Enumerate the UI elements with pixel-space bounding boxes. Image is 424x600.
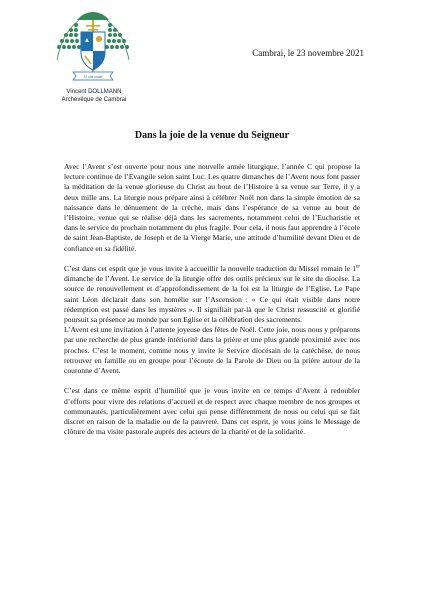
ordinal-superscript: er xyxy=(356,264,360,270)
letter-title: Dans la joie de la venue du Seigneur xyxy=(134,130,290,141)
paragraph-2-start: C’est dans cet esprit que je vous invite à accueillir la nouvelle traduction du Missel romain le 1 xyxy=(64,264,357,274)
date-line: Cambrai, le 23 novembre 2021 xyxy=(252,48,364,58)
archbishop-name: Vincent DOLLMANN xyxy=(66,89,122,95)
archdiocese-crest-logo xyxy=(43,6,143,88)
paragraph-2-rest: dimanche de l’Avent. Le service de la liturgie offre des outils précieux sur le site du diocèse. La source de renouvellement et d’approfondissement de la foi est la liturgie de l’Eglise. Le Pape saint Léon déclarait dans son homélie sur l’Ascension : « Ce qui était visible dans notre rédemption est passé dans les mystères ». Il signifiait par-là que le Christ ressuscité et glorifié poursuit sa présence au monde par son Eglise et la célébration des sacrements. xyxy=(64,274,360,325)
crest-motto: Ut sint unum xyxy=(83,75,103,79)
paragraph-4: C’est dans ce même esprit d’humilité que je vous invite en ce temps d’Avent à redoubler d’efforts pour vivre des relations d’accueil et de respect avec chaque membre de nos groupes et communautés, particulièrement avec celui qui pense différemment de nous ou celui qui se fait discret en raison de la maladie ou de la pauvreté. Dans cet esprit, je vous joins le Message de clôture de ma visite pastorale auprès des acteurs de la charité et de la solidarité. xyxy=(64,386,360,437)
archbishop-signature-block xyxy=(54,88,134,104)
letter-body xyxy=(64,162,360,437)
paragraph-3: L’Avent est une invitation à l’attente joyeuse des fêtes de Noël. Cette joie, nous nous y préparons par une recherche de plus grande intériorité dans la prière et une plus grande proximité avec nos proches. C’est le moment, comme nous y invite le Service diocésain de la catéchèse, de nous retrouver en famille ou en groupe pour l’écoute de la Parole de Dieu ou la prière autour de la couronne d’Avent. xyxy=(64,325,360,376)
archbishop-title: Archevêque de Cambrai xyxy=(61,97,127,103)
paragraph-1: Avec l’Avent s’est ouverte pour nous une nouvelle année liturgique, l’année C qui propose la lecture continue de l’Evangile selon saint Luc. Les quatre dimanches de l’Avent nous font passer la méditation de la venue glorieuse du Christ au bout de l’Histoire à sa venue sur Terre, il y a deux mille ans. La liturgie nous prépare ainsi à célébrer Noël non dans la simple émotion de sa naissance dans le dénuement de la crèche, mais dans l’espérance de sa venue au bout de l’Histoire, venue qui se réalise déjà dans les sacrements, notamment celui de l’Eucharistie et dans le service du prochain notamment du plus fragile. Pour cela, il nous faut apprendre à l’école de saint Jean-Baptiste, de Joseph et de la Vierge Marie, une attitude d’humilité devant Dieu et de confiance en sa fidélité. xyxy=(64,162,360,253)
paragraph-2 xyxy=(64,264,360,325)
